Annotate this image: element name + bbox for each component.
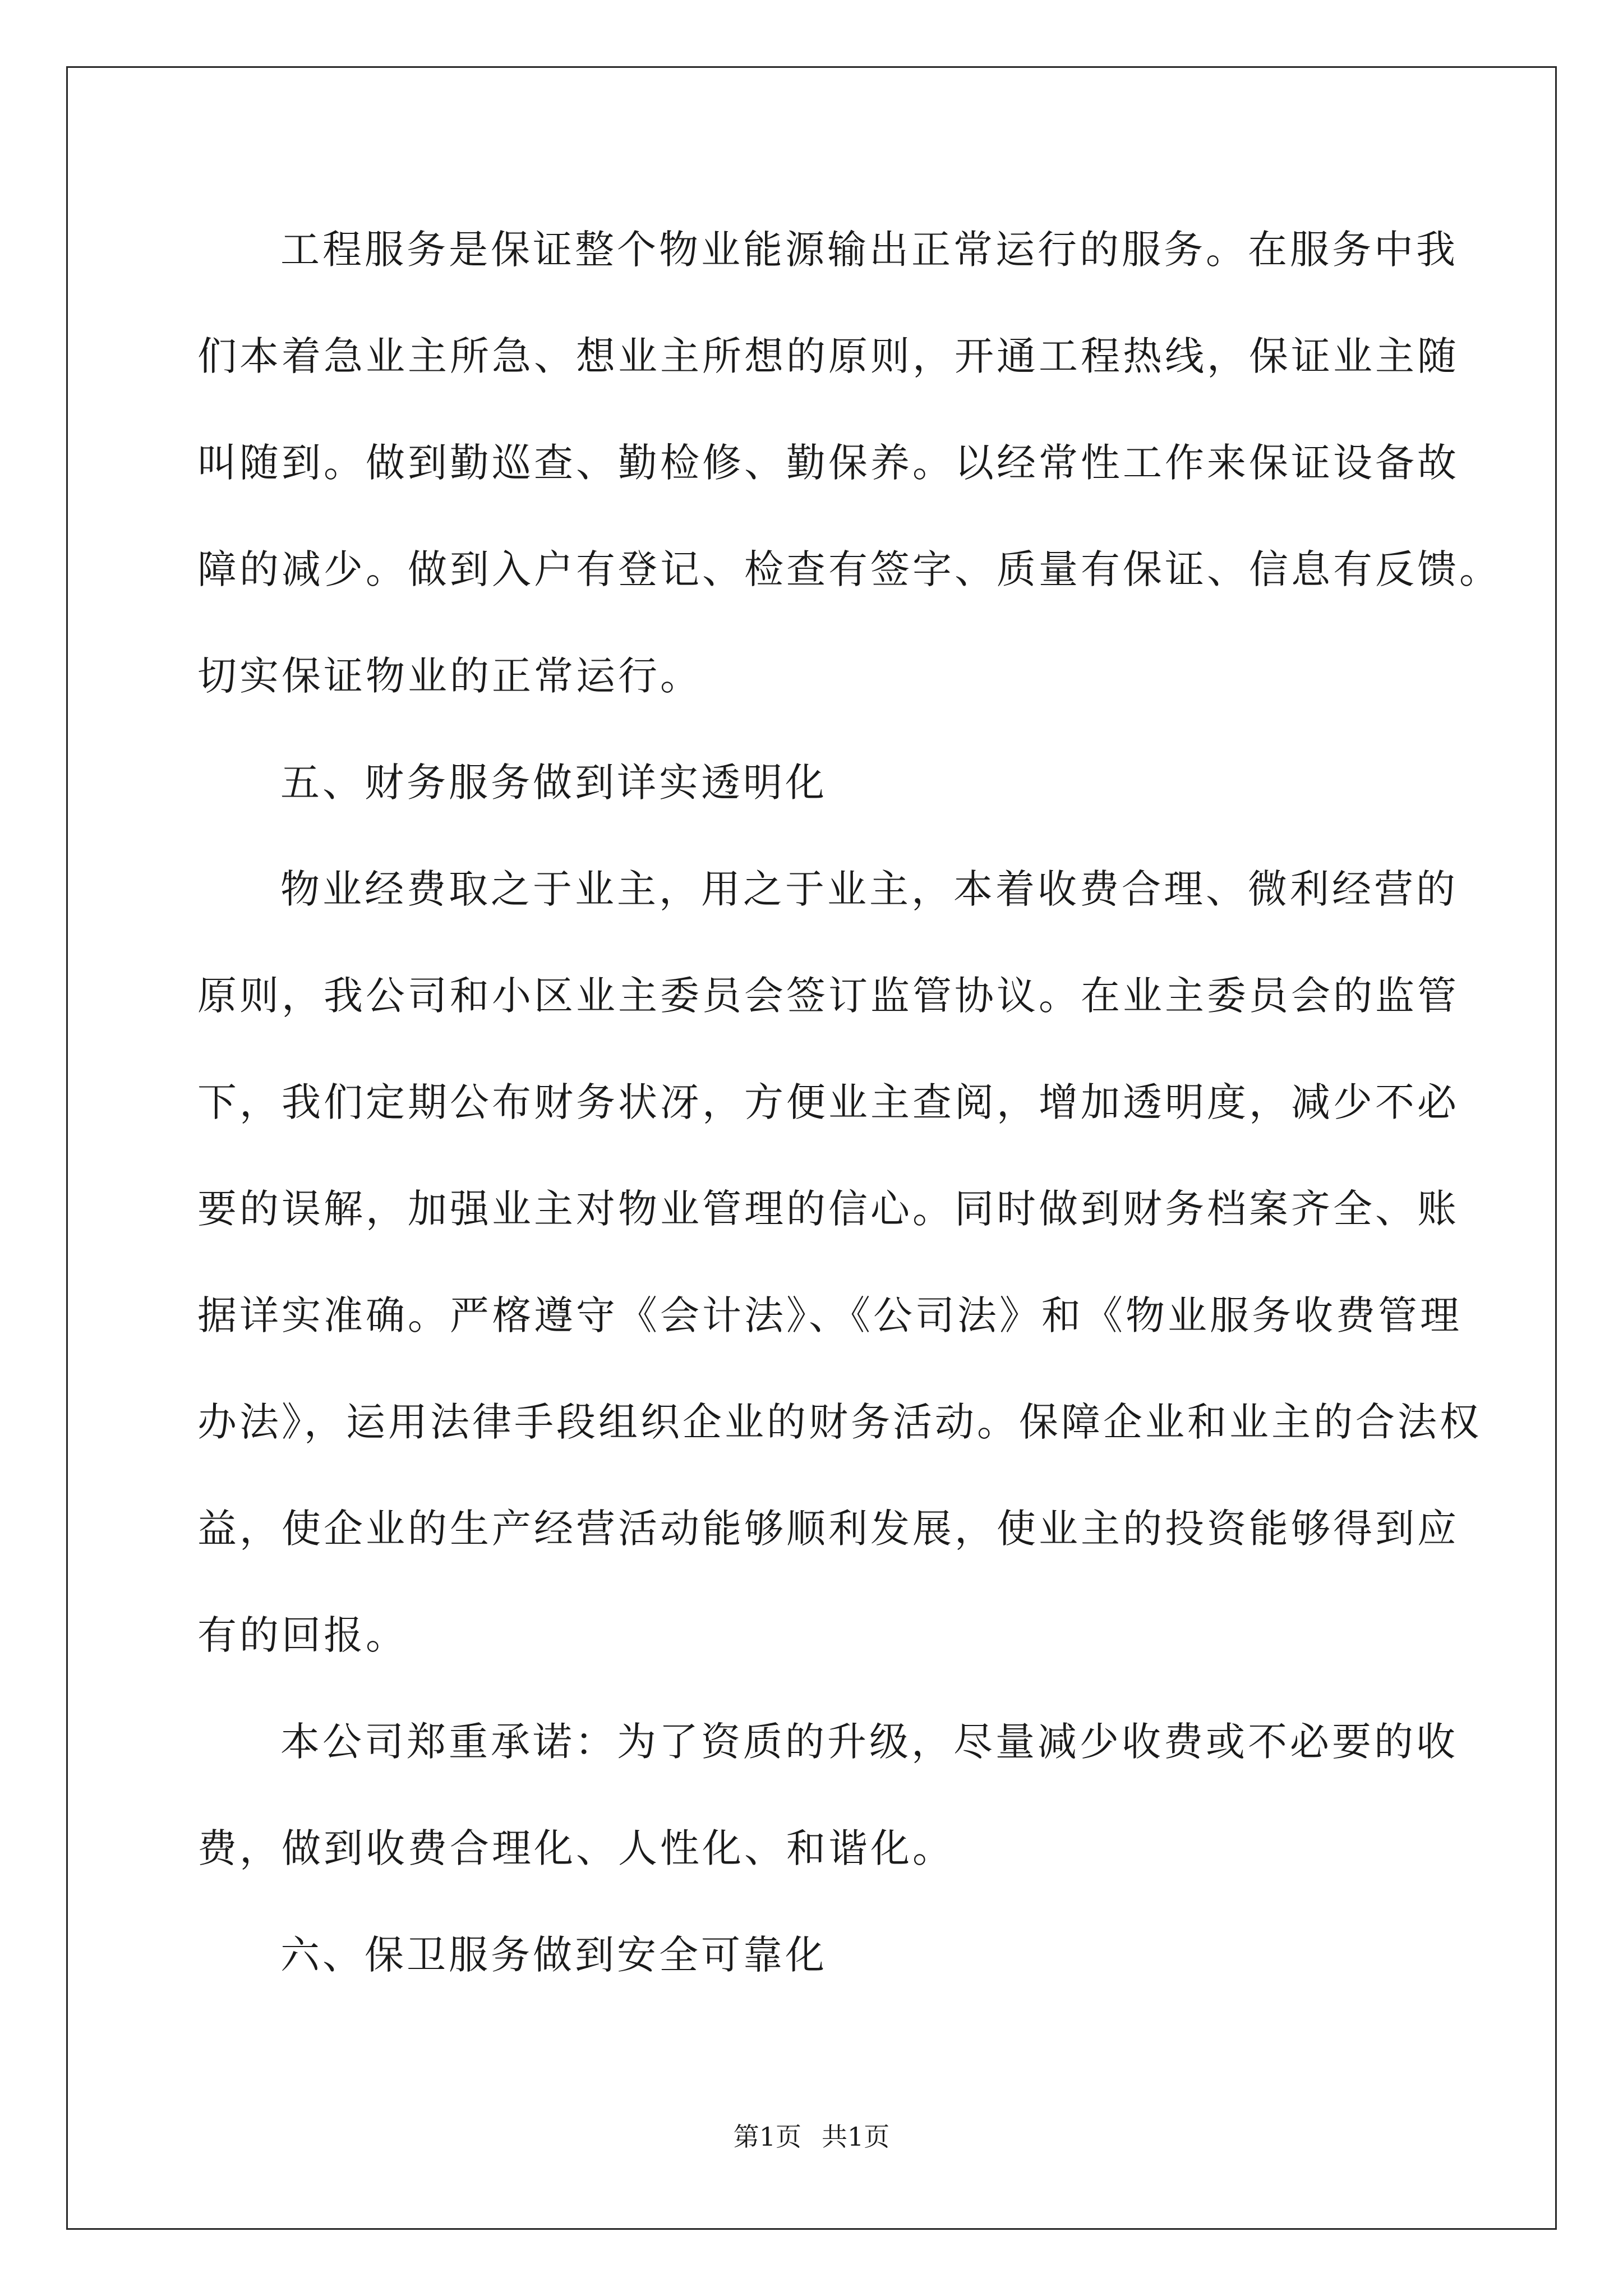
page-number-current: 第1页 (733, 2122, 801, 2152)
paragraph-line: 们本着急业主所急、想业主所想的原则，开通工程热线，保证业主随 (197, 333, 1459, 379)
paragraph-line: 费，做到收费合理化、人性化、和谐化。 (197, 1825, 955, 1871)
page-border (66, 66, 1557, 2230)
paragraph-line: 叫随到。做到勤巡查、勤检修、勤保养。以经常性工作来保证设备故 (197, 440, 1459, 486)
paragraph-line: 益，使企业的生产经营活动能够顺利发展，使业主的投资能够得到应 (197, 1506, 1459, 1552)
paragraph-line: 办法》，运用法律手段组织企业的财务活动。保障企业和业主的合法权 (197, 1399, 1482, 1445)
paragraph-line: 障的减少。做到入户有登记、检查有签字、质量有保证、信息有反馈。 (197, 546, 1501, 592)
section-heading: 五、财务服务做到详实透明化 (280, 760, 827, 806)
page-footer (0, 2124, 1623, 2150)
paragraph-line: 工程服务是保证整个物业能源输出正常运行的服务。在服务中我 (280, 227, 1458, 273)
paragraph-line: 物业经费取之于业主，用之于业主，本着收费合理、微利经营的 (280, 866, 1458, 912)
paragraph-line: 本公司郑重承诺：为了资质的升级，尽量减少收费或不必要的收 (280, 1719, 1458, 1765)
paragraph-line: 原则，我公司和小区业主委员会签订监管协议。在业主委员会的监管 (197, 973, 1459, 1019)
paragraph-line: 切实保证物业的正常运行。 (197, 653, 702, 699)
paragraph-line: 据详实准确。严楁遵守《会计法》、《公司法》和《物业服务收费管理 (197, 1292, 1462, 1338)
paragraph-line: 下，我们定期公布财务状冴，方便业主查阅，增加透明度，减少不必 (197, 1079, 1459, 1125)
section-heading: 六、保卫服务做到安全可靠化 (280, 1932, 827, 1978)
paragraph-line: 要的误解，加强业主对物业管理的信心。同时做到财务档案齐全、账 (197, 1186, 1459, 1232)
page-number-total: 共1页 (822, 2122, 890, 2152)
paragraph-line: 有的回报。 (197, 1612, 408, 1658)
